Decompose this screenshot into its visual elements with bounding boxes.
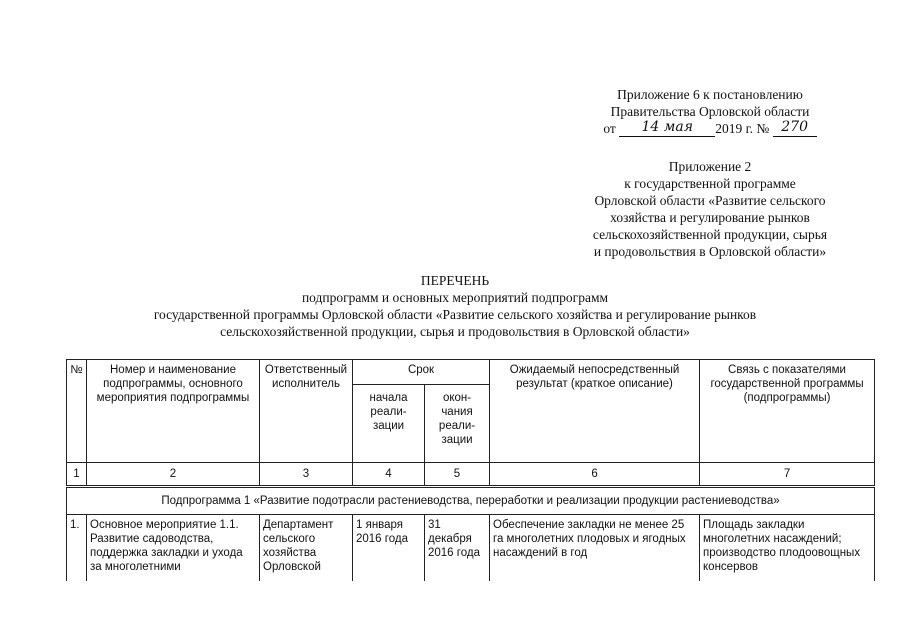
subprogram-title: Подпрограмма 1 «Развитие подотрасли растениеводства, переработки и реализации продукции растениеводства» (67, 487, 875, 515)
column-number-row (67, 463, 875, 487)
col-header-end: окон-чания реали-зации (425, 385, 490, 463)
from-prefix: от (603, 121, 616, 136)
col-header-result: Ожидаемый непосредственный результат (краткое описание) (490, 360, 700, 463)
col-header-link: Связь с показателями государственной программы (подпрограммы) (700, 360, 875, 463)
row-name: Основное мероприятие 1.1. Развитие садоводства, поддержка закладки и ухода за многолетними (87, 515, 260, 582)
document-title (60, 272, 850, 340)
handwritten-number: 270 (781, 119, 808, 135)
appendix2-line: Орловской области «Развитие сельского (594, 193, 826, 208)
row-link: Площадь закладки многолетних насаждений; производство плодоовощных консервов (700, 515, 875, 582)
table-row (67, 515, 875, 582)
title-line: ПЕРЕЧЕНЬ (420, 273, 490, 288)
date-field (619, 121, 715, 137)
handwritten-date: 14 мая (641, 119, 693, 135)
appendix6-line2: Правительства Орловской области (610, 104, 810, 119)
col-header-no: № (67, 360, 87, 463)
appendix2-header (560, 158, 860, 260)
appendix2-line: и продовольствия в Орловской области» (593, 244, 827, 259)
measures-table (66, 359, 875, 581)
title-line: государственной программы Орловской области «Развитие сельского хозяйства и регулирование рынков (153, 307, 757, 322)
col-number: 5 (425, 463, 490, 487)
col-number: 4 (353, 463, 425, 487)
title-line: подпрограмм и основных мероприятий подпрограмм (301, 290, 609, 305)
row-result: Обеспечение закладки не менее 25 га многолетних плодовых и ягодных насаждений в год (490, 515, 700, 582)
title-line: сельскохозяйственной продукции, сырья и продовольствия в Орловской области» (220, 324, 690, 339)
appendix2-line: хозяйства и регулирование рынков (610, 210, 810, 225)
col-header-start: начала реали-зации (353, 385, 425, 463)
row-executor: Департамент сельского хозяйства Орловской (260, 515, 353, 582)
subprogram-row (67, 487, 875, 515)
col-number: 6 (490, 463, 700, 487)
col-header-term: Срок (353, 360, 490, 385)
row-end: 31 декабря 2016 года (425, 515, 490, 582)
appendix6-header (560, 86, 860, 137)
year-suffix: 2019 г. № (715, 121, 770, 136)
col-header-executor: Ответственный исполнитель (260, 360, 353, 463)
appendix2-line: к государственной программе (624, 176, 796, 191)
appendix2-line: сельскохозяйственной продукции, сырья (592, 227, 828, 242)
appendix6-date-line (560, 120, 860, 137)
col-number: 2 (87, 463, 260, 487)
number-field (773, 121, 817, 137)
col-number: 3 (260, 463, 353, 487)
row-start: 1 января 2016 года (353, 515, 425, 582)
col-number: 1 (67, 463, 87, 487)
appendix2-line: Приложение 2 (668, 159, 752, 174)
appendix6-line1: Приложение 6 к постановлению (617, 87, 803, 102)
col-header-name: Номер и наименование подпрограммы, основного мероприятия подпрограммы (87, 360, 260, 463)
header-row (67, 360, 875, 385)
row-no: 1. (67, 515, 87, 582)
col-number: 7 (700, 463, 875, 487)
